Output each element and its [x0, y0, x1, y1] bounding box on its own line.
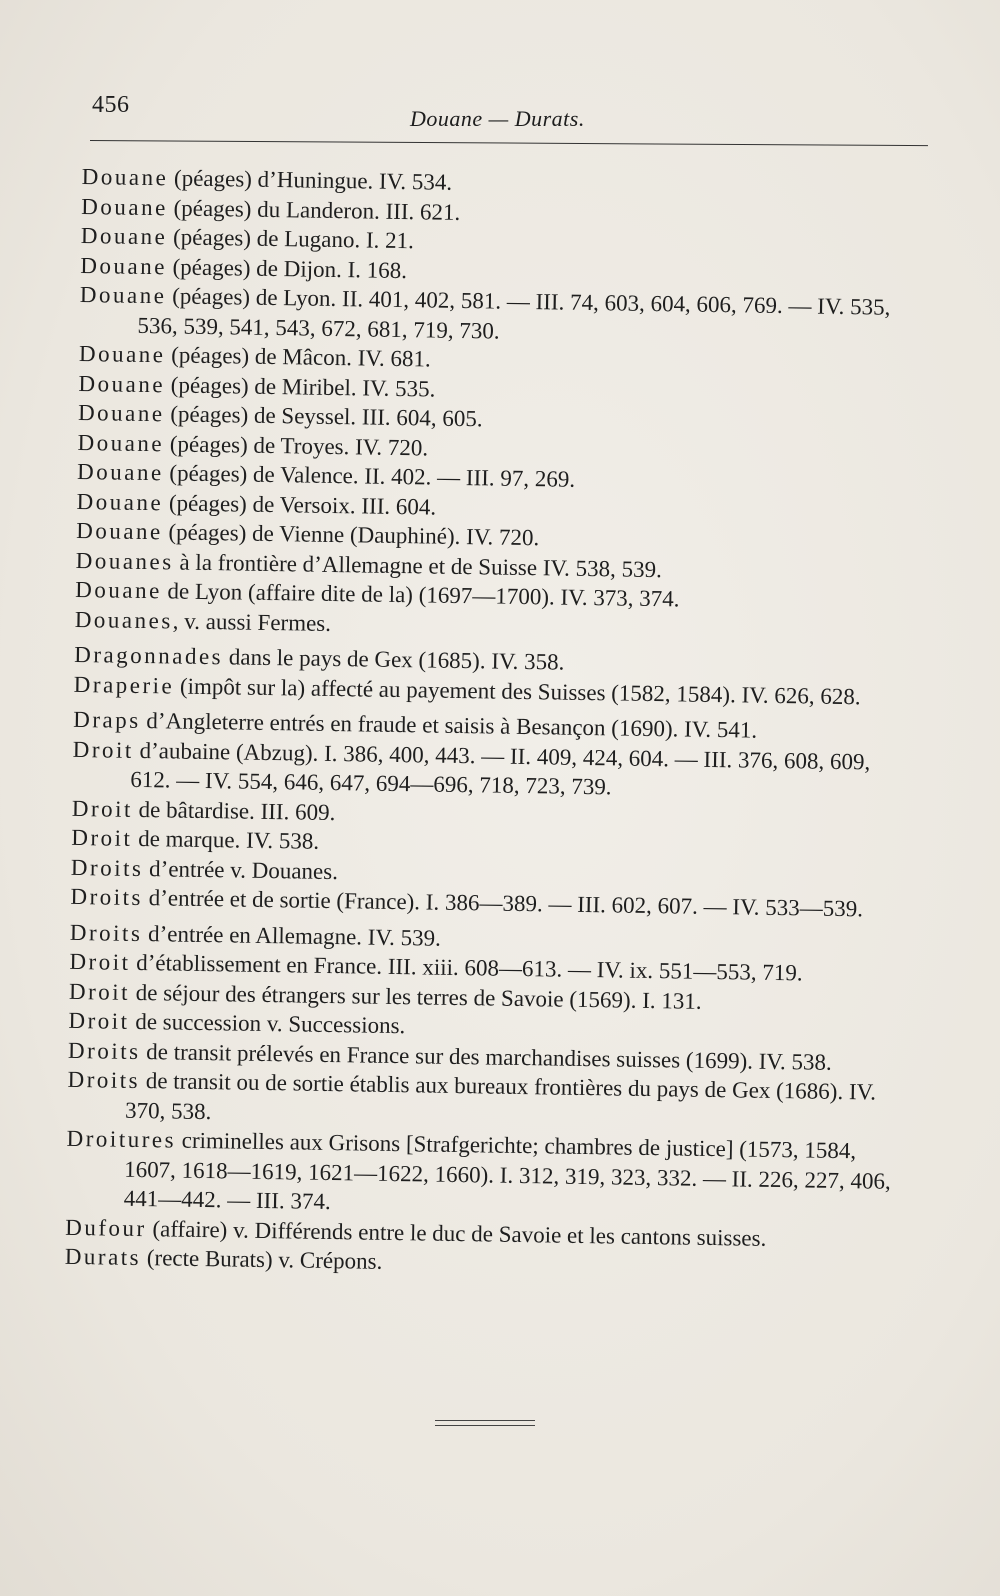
entry-headword: Droits	[67, 1066, 141, 1094]
entry-headword: Douane	[78, 370, 166, 397]
entry-text: (impôt sur la) affecté au payement des Suisses (1582, 1584). IV. 626, 628.	[174, 673, 861, 709]
entry-headword: Douanes	[74, 606, 173, 633]
entry-headword: Douane	[76, 488, 164, 515]
entry-headword: Droits	[67, 1037, 141, 1064]
entry-text: (péages) de Miribel. IV. 535.	[164, 371, 436, 402]
entry-text: (péages) de Troyes. IV. 720.	[163, 430, 429, 460]
entry-headword: Dragonnades	[74, 641, 224, 670]
index-entry	[65, 1124, 906, 1226]
header-rule	[90, 140, 928, 146]
entry-headword: Droits	[70, 883, 144, 911]
entry-text: , v. aussi Fermes.	[172, 607, 332, 636]
entry-text: (recte Burats) v. Crépons.	[140, 1245, 383, 1274]
entry-headword: Douane	[76, 517, 163, 545]
entry-headword: Droitures	[66, 1125, 177, 1153]
entry-text: de marque. IV. 538.	[132, 825, 320, 854]
entry-text: (péages) de Lyon. II. 401, 402, 581. — III. 74, 603, 604, 606, 769. — IV. 535, 536, 539, 541, 543, 672, 681, 719, 730.	[137, 283, 891, 344]
entry-text: de séjour des étrangers sur les terres de Savoie (1569). I. 131.	[129, 979, 702, 1014]
entry-text: de succession v. Successions.	[129, 1008, 406, 1039]
entry-text: criminelles aux Grisons [Strafgerichte; chambres de justice] (1573, 1584, 1607, 1618—1619, 1621—1622, 1660). I. 312, 319, 323, 332. — II. 226, 227, 406, 441—442. — III. 374.	[123, 1127, 891, 1215]
entry-headword: Douane	[77, 399, 165, 427]
entry-headword: Douane	[75, 576, 163, 604]
entry-text: d’Angleterre entrés en fraude et saisis à Besançon (1690). IV. 541.	[140, 707, 758, 743]
entry-headword: Douanes	[75, 547, 174, 574]
index-entries	[65, 162, 922, 1285]
entry-text: d’entrée en Allemagne. IV. 539.	[142, 920, 442, 951]
entry-headword: Droits	[69, 919, 143, 946]
entry-text: (péages) du Landeron. III. 621.	[167, 194, 461, 225]
entry-text: d’aubaine (Abzug). I. 386, 400, 443. — II. 409, 424, 604. — III. 376, 608, 609, 612. — IV. 554, 646, 647, 694—696, 718, 723, 739.	[130, 737, 871, 800]
entry-text: à la frontière d’Allemagne et de Suisse IV. 538, 539.	[173, 548, 663, 582]
entry-text: (péages) de Lugano. I. 21.	[167, 224, 415, 254]
entry-headword: Droit	[71, 795, 134, 822]
entry-text: de bâtardise. III. 609.	[132, 796, 336, 825]
entry-text: (péages) de Versoix. III. 604.	[162, 489, 437, 520]
entry-text: (péages) de Seyssel. III. 604, 605.	[164, 401, 483, 432]
entry-headword: Draps	[73, 706, 141, 733]
entry-text: d’entrée v. Douanes.	[143, 855, 339, 884]
entry-headword: Douane	[78, 340, 166, 368]
entry-headword: Durats	[64, 1243, 142, 1271]
entry-headword: Droit	[68, 978, 131, 1005]
entry-headword: Droits	[70, 854, 144, 881]
entry-headword: Droit	[72, 736, 135, 763]
entry-headword: Douane	[80, 252, 168, 279]
entry-headword: Douane	[79, 281, 167, 309]
entry-headword: Droit	[71, 824, 133, 851]
entry-text: (péages) de Valence. II. 402. — III. 97, 269.	[163, 460, 576, 492]
entry-headword: Douane	[77, 429, 165, 456]
entry-headword: Douane	[81, 163, 169, 191]
entry-headword: Douane	[81, 193, 169, 220]
entry-text: (péages) de Dijon. I. 168.	[166, 253, 408, 283]
entry-text: (péages) de Vienne (Dauphiné). IV. 720.	[162, 519, 540, 551]
entry-text: d’établissement en France. III. xiii. 608—613. — IV. ix. 551—553, 719.	[130, 949, 803, 986]
end-rule	[435, 1420, 535, 1426]
entry-headword: Draperie	[73, 671, 175, 699]
entry-headword: Dufour	[65, 1214, 147, 1241]
entry-text: d’entrée et de sortie (France). I. 386—389. — III. 602, 607. — IV. 533—539.	[142, 885, 864, 922]
page-header	[90, 88, 920, 146]
entry-headword: Douane	[80, 222, 168, 250]
entry-text: de transit ou de sortie établis aux bureaux frontières du pays de Gex (1686). IV. 370, 538.	[124, 1068, 877, 1124]
entry-text: de transit prélevés en France sur des marchandises suisses (1699). IV. 538.	[140, 1038, 832, 1075]
entry-headword: Droit	[68, 1007, 130, 1034]
entry-text: (péages) d’Huningue. IV. 534.	[168, 165, 453, 195]
entry-text: (péages) de Mâcon. IV. 681.	[165, 342, 431, 372]
page-number: 456	[92, 92, 130, 118]
entry-text: de Lyon (affaire dite de la) (1697—1700). IV. 373, 374.	[161, 578, 680, 612]
entry-headword: Droit	[69, 948, 131, 975]
entry-text: dans le pays de Gex (1685). IV. 358.	[222, 644, 565, 675]
entry-text: (affaire) v. Différends entre le duc de Savoie et les cantons suisses.	[146, 1215, 767, 1251]
running-head: Douane — Durats.	[410, 106, 585, 131]
entry-headword: Douane	[76, 458, 164, 486]
